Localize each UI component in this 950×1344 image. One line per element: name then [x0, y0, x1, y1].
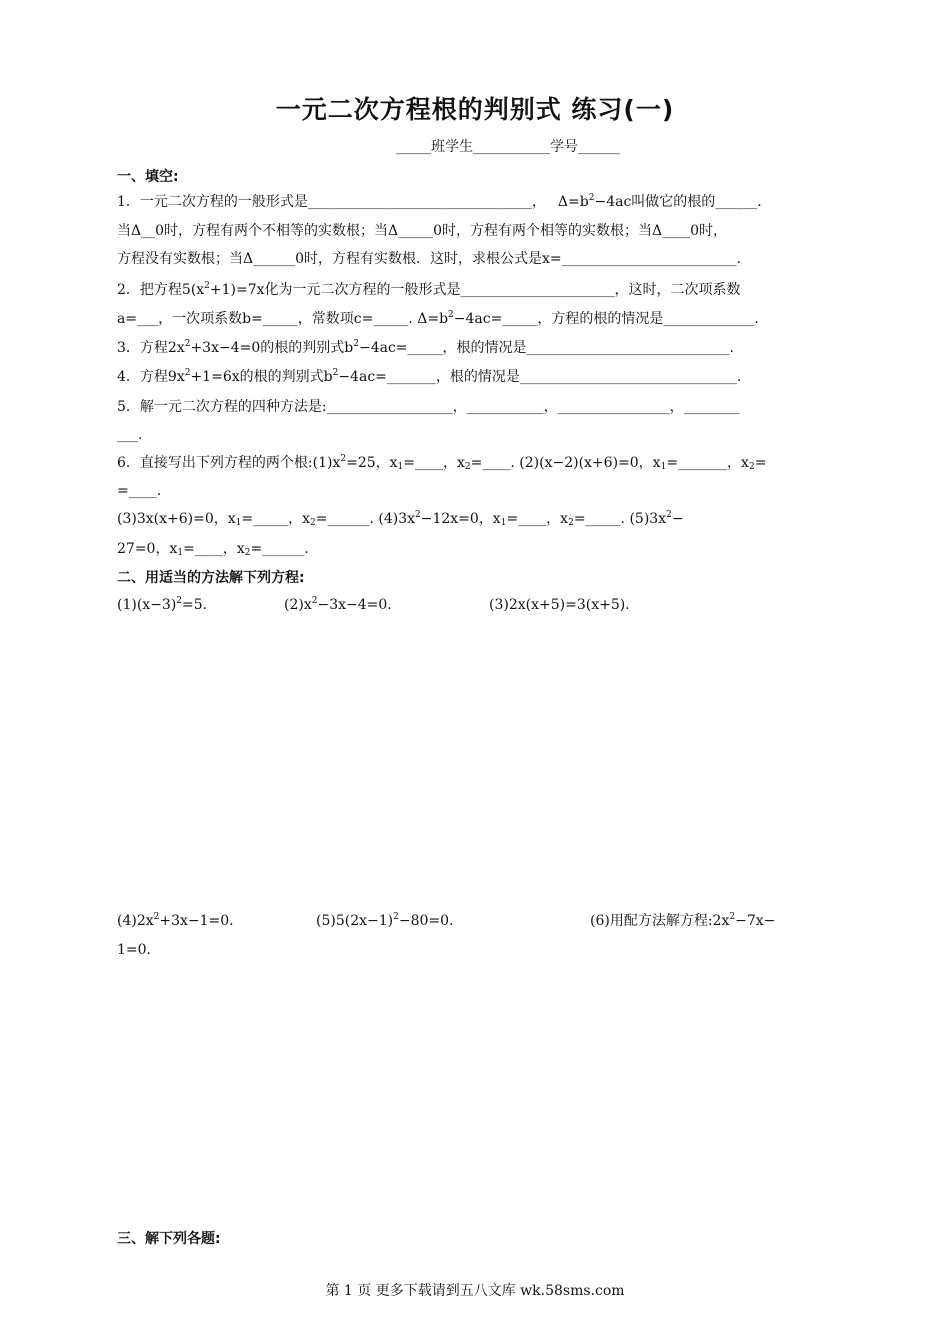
q1-square: 2 [588, 193, 595, 203]
q6-l3-f: =_____. (5)3x [573, 511, 667, 527]
q1-text: 1．一元二次方程的一般形式是________________________________， [117, 194, 546, 210]
problem-5 [316, 912, 453, 930]
q6-l4-a: 27=0，x [117, 541, 178, 557]
question-5-line-2: ___. [117, 427, 143, 443]
q3-text: 3．方程2x [117, 340, 185, 356]
problem-6-continued: 1=0. [117, 942, 151, 958]
q6-l3-c: =______. (4)3x [315, 511, 415, 527]
q4-square: 2 [184, 368, 191, 378]
q6-l4-b: =____，x [183, 541, 245, 557]
question-2-line-2 [117, 310, 759, 328]
q2-text-end: +1)=7x化为一元二次方程的一般形式是______________________，这时，二次项系数 [209, 282, 741, 298]
section-heading-solve: 二、用适当的方法解下列方程: [117, 570, 305, 586]
q6-l3-sub-1: 1 [235, 518, 242, 528]
question-6-line-2: =____. [117, 483, 162, 499]
page-footer: 第 1 页 更多下载请到五八文库 wk.58sms.com [325, 1283, 625, 1299]
question-6-line-1 [117, 454, 766, 472]
q4-text-end: −4ac=_______，根的情况是_______________________________. [338, 369, 742, 385]
p2-text-end: −3x−4=0. [317, 597, 392, 613]
p5-text: (5)5(2x−1) [316, 913, 394, 929]
problem-1 [117, 596, 207, 614]
q6-text-e: =_______，x [666, 455, 749, 471]
q4-text: 4．方程9x [117, 369, 185, 385]
problem-4 [117, 912, 234, 930]
q6-l3-a: (3)3x(x+6)=0，x [117, 511, 236, 527]
q1-delta: Δ=b [557, 194, 589, 210]
q6-l3-b: =_____，x [241, 511, 310, 527]
p1-text-end: =5. [182, 597, 208, 613]
q6-text-c: =____，x [403, 455, 465, 471]
question-6-line-3 [117, 510, 684, 528]
q4-text-mid: +1=6x的根的判别式b [190, 369, 333, 385]
q2-line2-text: a=___，一次项系数b=_____，常数项c=_____. Δ=b [117, 311, 449, 327]
q6-l4-sub-2: 2 [244, 548, 251, 558]
q6-text-d: =____. (2)(x−2)(x+6)=0，x [470, 455, 661, 471]
q6-text-f: = [754, 455, 767, 471]
q4-square-2: 2 [332, 368, 339, 378]
q6-text: 6．直接写出下列方程的两个根:(1)x [117, 455, 341, 471]
p4-text: (4)2x [117, 913, 154, 929]
p2-text: (2)x [284, 597, 312, 613]
q2-text: 2．把方程5(x [117, 282, 205, 298]
q6-sub-4: 2 [748, 462, 755, 472]
q6-sub-1: 1 [397, 462, 404, 472]
q6-l3-d: −12x=0，x [420, 511, 501, 527]
q6-l3-e: =____，x [506, 511, 569, 527]
section-heading-problems: 三、解下列各题: [117, 1231, 221, 1247]
question-1-line-3: 方程没有实数根；当Δ______0时，方程有实数根．这时，求根公式是x=_________________________. [117, 251, 742, 267]
q6-l3-square-2: 2 [666, 510, 672, 520]
q3-square: 2 [184, 339, 191, 349]
q6-l4-c: =______. [250, 541, 309, 557]
q3-text-mid: +3x−4=0的根的判别式b [190, 340, 354, 356]
q6-l3-sub-2: 2 [310, 518, 316, 528]
p5-text-end: −80=0. [398, 913, 454, 929]
q6-square: 2 [340, 454, 347, 464]
p1-text: (1)(x−3) [117, 597, 177, 613]
p4-text-end: +3x−1=0. [159, 913, 234, 929]
p4-square: 2 [153, 912, 160, 922]
problem-3: (3)2x(x+5)=3(x+5). [489, 597, 630, 613]
q6-l4-sub-1: 1 [177, 548, 184, 558]
question-4 [117, 368, 741, 386]
question-1-line-2: 当Δ__0时，方程有两个不相等的实数根；当Δ_____0时，方程有两个相等的实数根；当Δ____0时， [117, 223, 728, 239]
q6-l3-square: 2 [415, 510, 421, 520]
problem-2 [284, 596, 392, 614]
student-info-line: _____班学生___________学号______ [396, 139, 620, 155]
section-heading-fill-in: 一、填空: [117, 169, 179, 185]
question-2-line-1 [117, 281, 741, 299]
question-6-line-4 [117, 540, 309, 558]
p1-square: 2 [176, 596, 183, 606]
q3-text-end: −4ac=_____，根的情况是_____________________________. [358, 340, 734, 356]
q6-sub-2: 2 [464, 462, 471, 472]
page-title: 一元二次方程根的判别式 练习(一) [275, 95, 675, 124]
q6-text-b: =25，x [346, 455, 398, 471]
q2-line2-end: −4ac=_____，方程的根的情况是_____________. [453, 311, 759, 327]
q2-line2-square: 2 [448, 310, 454, 320]
q6-l3-sub-4: 2 [568, 518, 574, 528]
p5-square: 2 [393, 912, 399, 922]
question-1-line-1 [117, 193, 762, 211]
p6-text: (6)用配方法解方程:2x [590, 913, 730, 929]
p6-text-end: −7x− [735, 913, 776, 929]
q3-square-2: 2 [353, 339, 359, 349]
q6-l3-sub-3: 1 [500, 518, 507, 528]
p6-square: 2 [729, 912, 736, 922]
question-5-line-1: 5．解一元二次方程的四种方法是:__________________，___________，________________，________ [117, 399, 740, 415]
q2-square: 2 [204, 281, 210, 291]
q1-text-end: −4ac叫做它的根的______. [594, 194, 762, 210]
q6-l3-g: − [671, 511, 684, 527]
problem-6 [590, 912, 775, 930]
q6-sub-3: 1 [660, 462, 667, 472]
p2-square: 2 [311, 596, 318, 606]
question-3 [117, 339, 734, 357]
